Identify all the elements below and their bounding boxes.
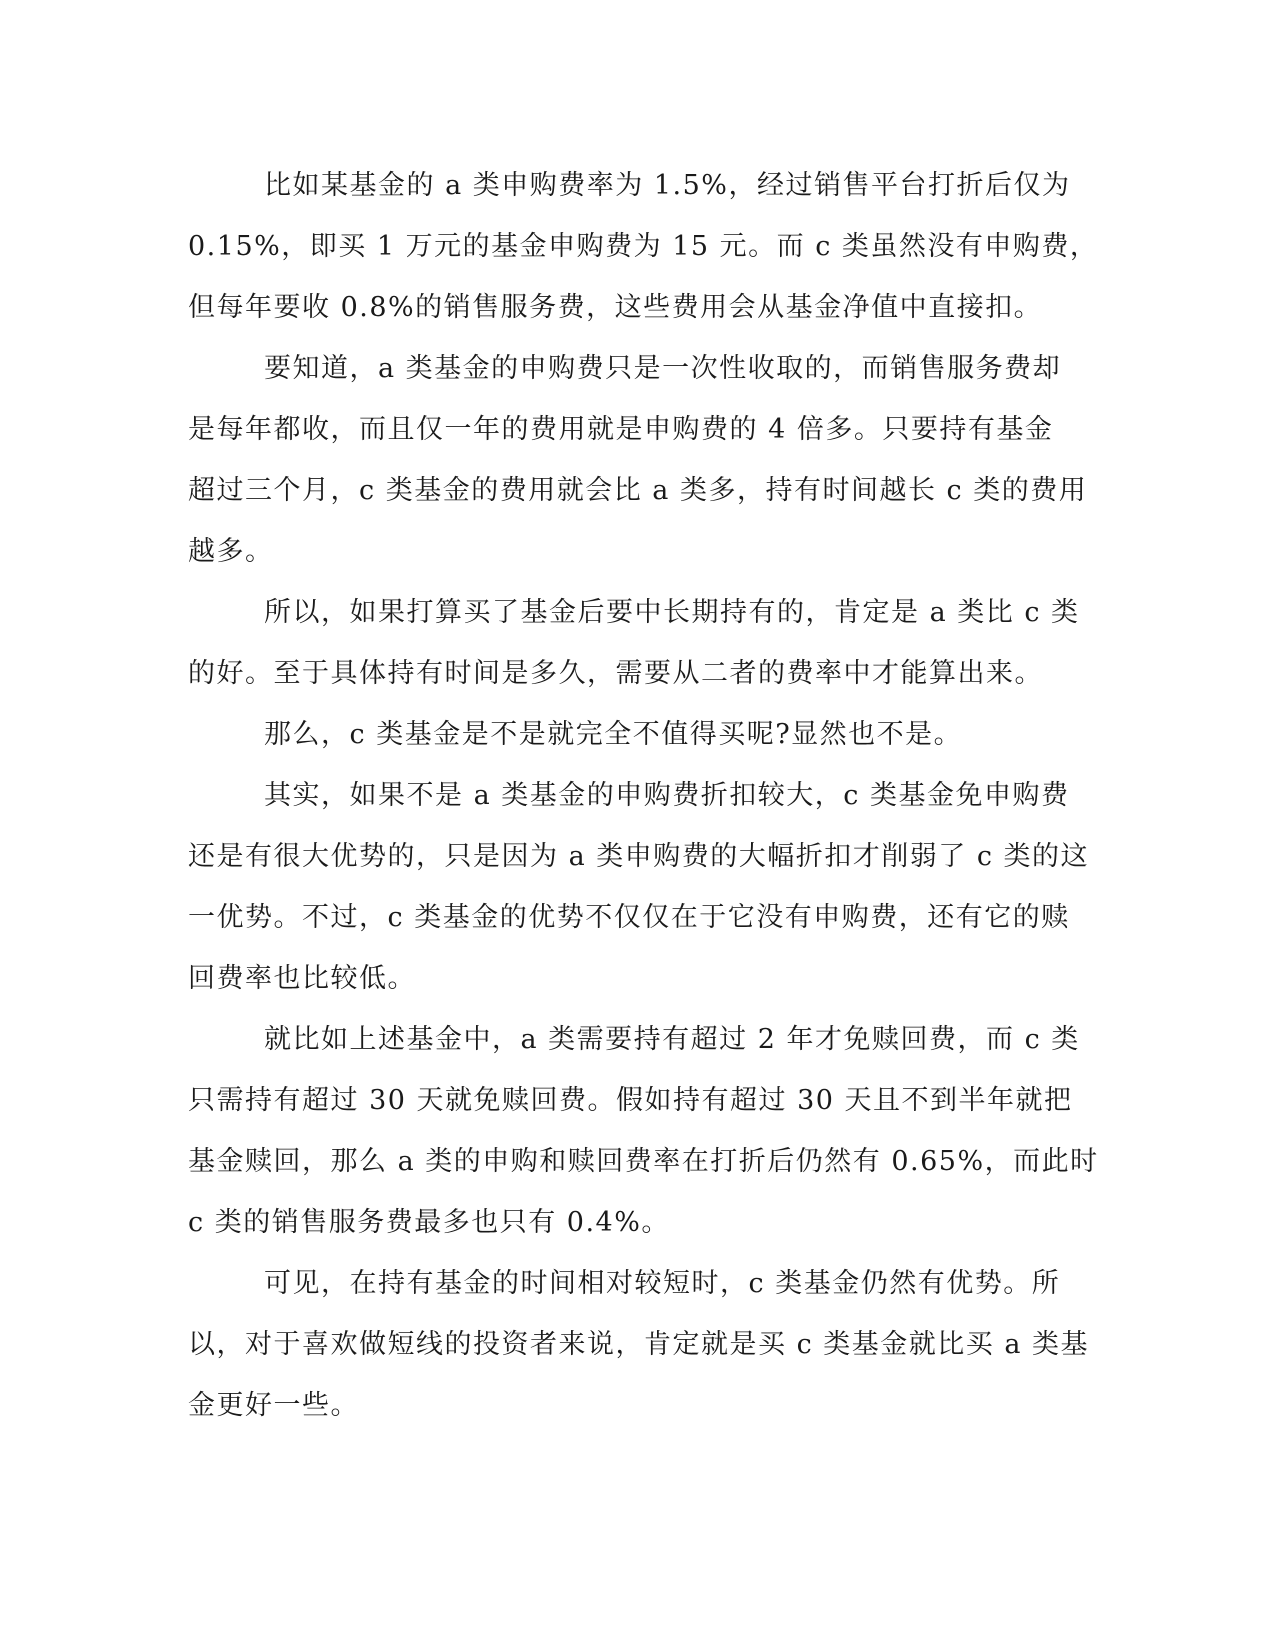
text-line: 还是有很大优势的，只是因为 a 类申购费的大幅折扣才削弱了 c 类的这 bbox=[188, 841, 1090, 872]
text-line: 越多。 bbox=[188, 536, 274, 567]
text-line: 但每年要收 0.8%的销售服务费，这些费用会从基金净值中直接扣。 bbox=[188, 292, 1043, 323]
text-line: 那么，c 类基金是不是就完全不值得买呢?显然也不是。 bbox=[264, 719, 963, 750]
text-line: 比如某基金的 a 类申购费率为 1.5%，经过销售平台打折后仅为 bbox=[264, 170, 1071, 201]
text-line: 0.15%，即买 1 万元的基金申购费为 15 元。而 c 类虽然没有申购费， bbox=[188, 231, 1099, 262]
text-line: 可见，在持有基金的时间相对较短时，c 类基金仍然有优势。所 bbox=[264, 1268, 1061, 1299]
paragraph-2 bbox=[188, 338, 1088, 582]
text-line: 的好。至于具体持有时间是多久，需要从二者的费率中才能算出来。 bbox=[188, 658, 1043, 689]
text-line: 一优势。不过，c 类基金的优势不仅仅在于它没有申购费，还有它的赎 bbox=[188, 902, 1070, 933]
text-line: 超过三个月，c 类基金的费用就会比 a 类多，持有时间越长 c 类的费用 bbox=[188, 475, 1088, 506]
paragraph-1 bbox=[188, 155, 1099, 338]
body-text bbox=[188, 155, 1099, 1436]
paragraph-6 bbox=[188, 1009, 1099, 1253]
text-line: 其实，如果不是 a 类基金的申购费折扣较大，c 类基金免申购费 bbox=[264, 780, 1070, 811]
text-line: 回费率也比较低。 bbox=[188, 963, 416, 994]
text-line: 只需持有超过 30 天就免赎回费。假如持有超过 30 天且不到半年就把 bbox=[188, 1085, 1073, 1116]
text-line: 所以，如果打算买了基金后要中长期持有的，肯定是 a 类比 c 类 bbox=[264, 597, 1080, 628]
text-line: 基金赎回，那么 a 类的申购和赎回费率在打折后仍然有 0.65%，而此时 bbox=[188, 1146, 1099, 1177]
text-line: 以，对于喜欢做短线的投资者来说，肯定就是买 c 类基金就比买 a 类基 bbox=[188, 1329, 1090, 1360]
text-line: c 类的销售服务费最多也只有 0.4%。 bbox=[188, 1207, 670, 1238]
paragraph-3 bbox=[188, 582, 1080, 704]
text-line: 是每年都收，而且仅一年的费用就是申购费的 4 倍多。只要持有基金 bbox=[188, 414, 1054, 445]
text-line: 就比如上述基金中，a 类需要持有超过 2 年才免赎回费，而 c 类 bbox=[264, 1024, 1080, 1055]
text-line: 要知道，a 类基金的申购费只是一次性收取的，而销售服务费却 bbox=[264, 353, 1062, 384]
text-line: 金更好一些。 bbox=[188, 1390, 359, 1421]
paragraph-7 bbox=[188, 1253, 1090, 1436]
paragraph-4 bbox=[188, 704, 1074, 765]
paragraph-5 bbox=[188, 765, 1090, 1009]
